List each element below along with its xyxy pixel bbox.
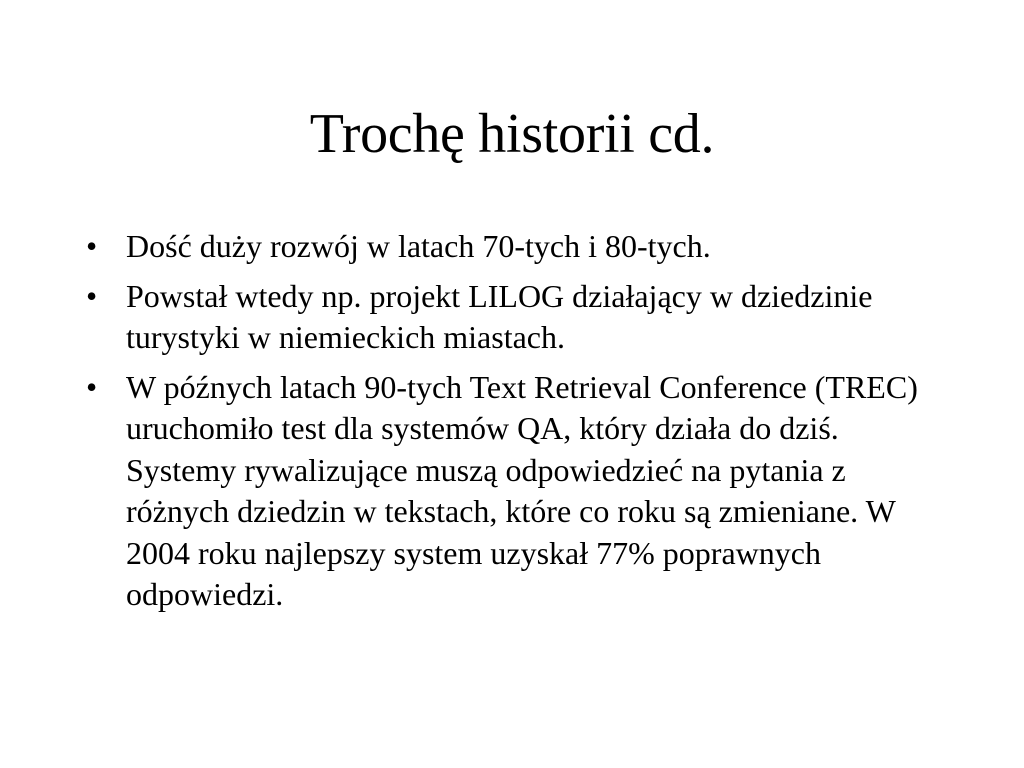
bullet-item (86, 276, 956, 359)
bullet-text: Dość duży rozwój w latach 70-tych i 80-tych. (126, 228, 711, 264)
bullet-icon: • (86, 368, 98, 405)
bullet-item (86, 367, 956, 616)
bullet-item (86, 226, 956, 268)
bullet-text: W późnych latach 90-tych Text Retrieval Conference (TREC) uruchomiło test dla systemów QA, który działa do dziś. Systemy rywalizujące muszą odpowiedzieć na pytania z różnych dziedzin w tekstach, które co roku są zmieniane. W 2004 roku najlepszy system uzyskał 77% poprawnych odpowiedzi. (126, 368, 918, 612)
bullet-icon: • (86, 277, 98, 314)
slide-title: Trochę historii cd. (309, 103, 715, 165)
bullet-list (86, 226, 956, 624)
bullet-icon: • (86, 228, 98, 264)
bullet-text: Powstał wtedy np. projekt LILOG działający w dziedzinie turystyki w niemieckich miastach. (126, 277, 873, 355)
